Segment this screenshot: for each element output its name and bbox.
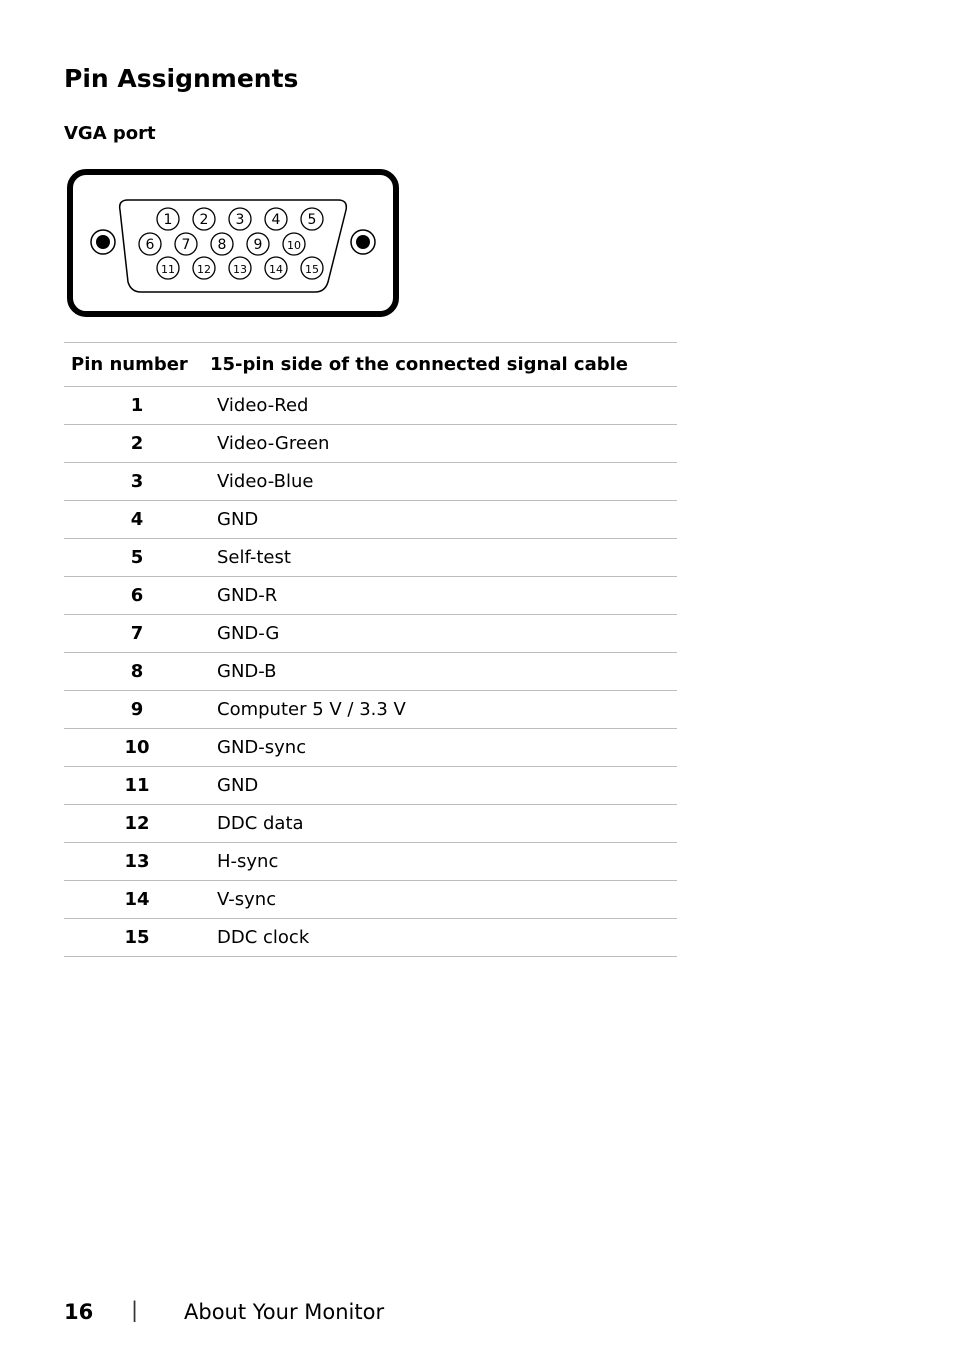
signal-cell: Computer 5 V / 3.3 V — [210, 691, 677, 729]
pin-2 — [193, 208, 215, 230]
table-header-row — [64, 343, 677, 387]
signal-cell: GND-R — [210, 577, 677, 615]
pin-label: 4 — [271, 212, 281, 228]
table-row — [64, 843, 677, 881]
pin-label: 11 — [161, 263, 175, 276]
pin-label: 14 — [269, 263, 283, 276]
pin-assignment-table — [64, 342, 677, 957]
pin-10 — [283, 233, 305, 255]
table-row — [64, 615, 677, 653]
signal-cell: GND — [210, 767, 677, 805]
pin-3 — [229, 208, 251, 230]
pin-number-cell: 4 — [64, 501, 210, 539]
pin-label: 2 — [199, 212, 209, 228]
pin-number-cell: 14 — [64, 881, 210, 919]
pin-13 — [229, 257, 251, 279]
signal-cell: DDC data — [210, 805, 677, 843]
pin-6 — [139, 233, 161, 255]
pin-7 — [175, 233, 197, 255]
signal-cell: H-sync — [210, 843, 677, 881]
signal-cell: GND-sync — [210, 729, 677, 767]
pin-label: 7 — [181, 237, 191, 253]
footer-separator: | — [131, 1298, 139, 1322]
table-row — [64, 691, 677, 729]
mounting-screw-left — [91, 230, 115, 254]
signal-cell: GND — [210, 501, 677, 539]
pin-number-cell: 5 — [64, 539, 210, 577]
pin-1 — [157, 208, 179, 230]
table-row — [64, 501, 677, 539]
pin-number-cell: 7 — [64, 615, 210, 653]
pin-label: 9 — [253, 237, 263, 253]
pin-number-cell: 8 — [64, 653, 210, 691]
table-row — [64, 653, 677, 691]
pin-8 — [211, 233, 233, 255]
pin-number-cell: 15 — [64, 919, 210, 957]
table-row — [64, 881, 677, 919]
table-row — [64, 805, 677, 843]
pin-label: 6 — [145, 237, 155, 253]
pin-label: 8 — [217, 237, 227, 253]
pin-label: 5 — [307, 212, 317, 228]
pin-label: 10 — [287, 239, 301, 252]
signal-cell: GND-B — [210, 653, 677, 691]
column-header-signal: 15-pin side of the connected signal cable — [210, 343, 677, 387]
section-title: VGA port — [64, 123, 156, 144]
pin-label: 1 — [163, 212, 173, 228]
footer-page-number: 16 — [64, 1300, 94, 1324]
table-row — [64, 425, 677, 463]
table-row — [64, 577, 677, 615]
pin-4 — [265, 208, 287, 230]
pin-11 — [157, 257, 179, 279]
table-row — [64, 463, 677, 501]
pin-9 — [247, 233, 269, 255]
signal-cell: GND-G — [210, 615, 677, 653]
pin-14 — [265, 257, 287, 279]
signal-cell: Self-test — [210, 539, 677, 577]
table-row — [64, 767, 677, 805]
signal-cell: Video-Red — [210, 387, 677, 425]
table-row — [64, 729, 677, 767]
pin-number-cell: 6 — [64, 577, 210, 615]
pin-number-cell: 12 — [64, 805, 210, 843]
pin-label: 3 — [235, 212, 245, 228]
pin-12 — [193, 257, 215, 279]
pin-label: 12 — [197, 263, 211, 276]
signal-cell: DDC clock — [210, 919, 677, 957]
pin-number-cell: 1 — [64, 387, 210, 425]
pin-number-cell: 2 — [64, 425, 210, 463]
page-title: Pin Assignments — [64, 64, 299, 93]
pin-15 — [301, 257, 323, 279]
pin-number-cell: 13 — [64, 843, 210, 881]
pin-label: 13 — [233, 263, 247, 276]
table-row — [64, 539, 677, 577]
footer-chapter-title: About Your Monitor — [184, 1300, 385, 1324]
pin-number-cell: 11 — [64, 767, 210, 805]
pin-number-cell: 3 — [64, 463, 210, 501]
signal-cell: Video-Blue — [210, 463, 677, 501]
column-header-pin-number: Pin number — [64, 343, 210, 387]
signal-cell: Video-Green — [210, 425, 677, 463]
vga-connector-diagram — [66, 168, 402, 320]
table-row — [64, 919, 677, 957]
pin-number-cell: 10 — [64, 729, 210, 767]
table-row — [64, 387, 677, 425]
signal-cell: V-sync — [210, 881, 677, 919]
pin-5 — [301, 208, 323, 230]
pin-number-cell: 9 — [64, 691, 210, 729]
pin-label: 15 — [305, 263, 319, 276]
mounting-screw-right — [351, 230, 375, 254]
